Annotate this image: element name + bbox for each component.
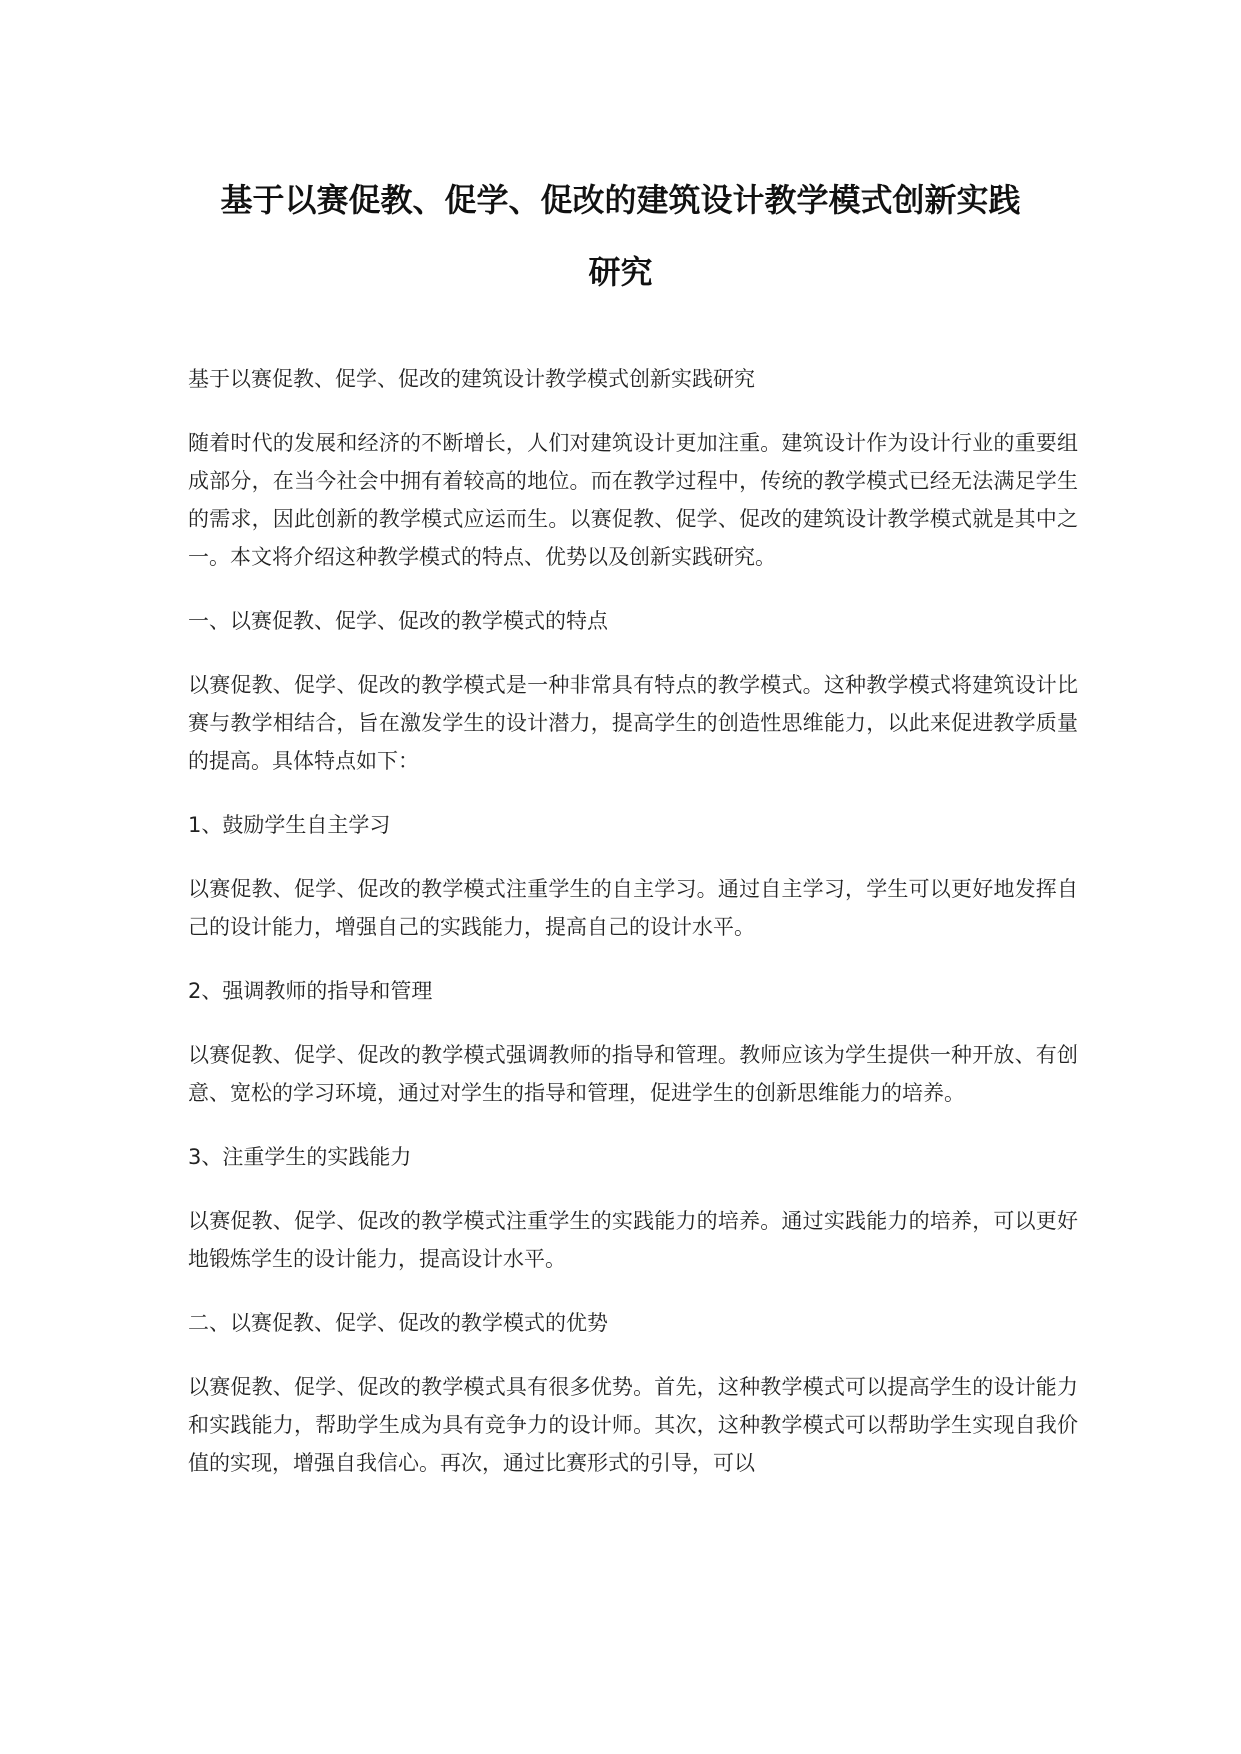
body-paragraph: 以赛促教、促学、促改的教学模式是一种非常具有特点的教学模式。这种教学模式将建筑设计比赛与教学相结合，旨在激发学生的设计潜力，提高学生的创造性思维能力，以此来促进教学质量的提高。具体特点如下： bbox=[188, 673, 1078, 773]
body-paragraph: 以赛促教、促学、促改的教学模式强调教师的指导和管理。教师应该为学生提供一种开放、有创意、宽松的学习环境，通过对学生的指导和管理，促进学生的创新思维能力的培养。 bbox=[188, 1043, 1078, 1105]
section-heading: 一、以赛促教、促学、促改的教学模式的特点 bbox=[188, 609, 608, 633]
document-title-line-1: 基于以赛促教、促学、促改的建筑设计教学模式创新实践 bbox=[220, 181, 1021, 219]
body-paragraph: 以赛促教、促学、促改的教学模式注重学生的实践能力的培养。通过实践能力的培养，可以更好地锻炼学生的设计能力，提高设计水平。 bbox=[188, 1209, 1078, 1271]
body-paragraph: 基于以赛促教、促学、促改的建筑设计教学模式创新实践研究 bbox=[188, 367, 755, 391]
body-paragraph: 以赛促教、促学、促改的教学模式具有很多优势。首先，这种教学模式可以提高学生的设计能力和实践能力，帮助学生成为具有竞争力的设计师。其次，这种教学模式可以帮助学生实现自我价值的实现，增强自我信心。再次，通过比赛形式的引导，可以 bbox=[188, 1375, 1078, 1475]
subsection-heading: 2、强调教师的指导和管理 bbox=[188, 979, 433, 1003]
subsection-heading: 1、鼓励学生自主学习 bbox=[188, 813, 391, 837]
section-heading: 二、以赛促教、促学、促改的教学模式的优势 bbox=[188, 1311, 608, 1335]
document-body bbox=[188, 360, 1078, 1508]
document-title-line-2: 研究 bbox=[588, 253, 653, 291]
body-paragraph: 随着时代的发展和经济的不断增长，人们对建筑设计更加注重。建筑设计作为设计行业的重要组成部分，在当今社会中拥有着较高的地位。而在教学过程中，传统的教学模式已经无法满足学生的需求，因此创新的教学模式应运而生。以赛促教、促学、促改的建筑设计教学模式就是其中之一。本文将介绍这种教学模式的特点、优势以及创新实践研究。 bbox=[188, 431, 1078, 569]
subsection-heading: 3、注重学生的实践能力 bbox=[188, 1145, 412, 1169]
body-paragraph: 以赛促教、促学、促改的教学模式注重学生的自主学习。通过自主学习，学生可以更好地发挥自己的设计能力，增强自己的实践能力，提高自己的设计水平。 bbox=[188, 877, 1078, 939]
